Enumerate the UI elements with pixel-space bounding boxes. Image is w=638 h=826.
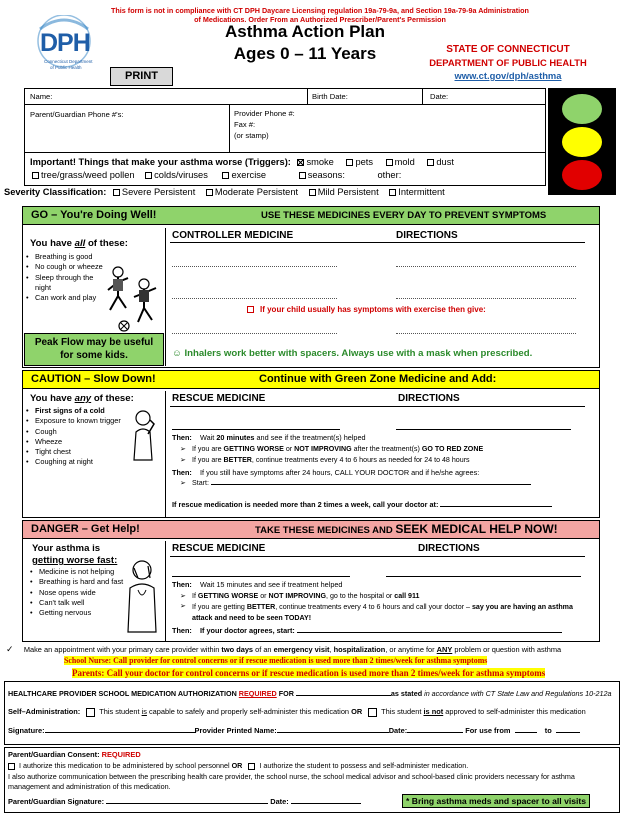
trigger-pollen: tree/grass/weed pollen	[41, 170, 135, 180]
traffic-light-green	[562, 94, 602, 124]
peak-flow-note: Peak Flow may be useful for some kids.	[34, 337, 154, 361]
green-have-label: You have all of these:	[30, 238, 128, 249]
severity-intermittent: Intermittent	[398, 187, 445, 197]
yellow-zone-title: CAUTION – Slow Down!	[31, 373, 156, 385]
controller-medicine-heading: CONTROLLER MEDICINE	[172, 230, 294, 241]
red-rescue-heading: RESCUE MEDICINE	[172, 543, 266, 554]
intermittent-checkbox[interactable]	[389, 189, 396, 196]
green-zone-title: GO – You're Doing Well!	[31, 209, 157, 221]
fax-field[interactable]: Fax #:	[234, 120, 256, 129]
checkmark-icon: ✓	[6, 644, 14, 654]
or-stamp-label: (or stamp)	[234, 131, 269, 140]
state-line2: DEPARTMENT OF PUBLIC HEALTH	[429, 57, 587, 68]
appointment-note: ✓ Make an appointment with your primary care provider within two days of an emergency visit, hospitalization, or anytime for ANY problem or question with asthma	[6, 644, 562, 654]
red-title-2: getting worse fast:	[32, 555, 118, 566]
traffic-light	[548, 88, 616, 195]
consent-heading: Parent/Guardian Consent: REQUIRED	[8, 750, 141, 759]
info-vdiv-2	[422, 88, 423, 104]
list-item: • Cough	[26, 427, 136, 437]
school-nurse-note: School Nurse: Call provider for control concerns or if rescue medication is used more than 2 times/week for asthma symptoms	[64, 656, 488, 665]
dph-logo-sub2: of Public Health	[50, 65, 82, 70]
list-item: • Getting nervous	[30, 608, 136, 618]
pets-checkbox[interactable]	[346, 159, 353, 166]
list-item: • Nose opens wide	[30, 588, 136, 598]
severity-label: Severity Classification:	[4, 187, 107, 197]
yellow-zone-border	[22, 370, 600, 518]
red-instructions: Then: Wait 15 minutes and see if treatment helped ➢ If GETTING WORSE or NOT IMPROVING, go to the hospital or call 911 ➢ If you are getting BETTER, continue treatments every 4 to 6 hours and call your doctor – say you are having an asthma attack and need to be seen TODAY! Then: If your doctor agrees, start:	[172, 579, 592, 637]
list-item: • No cough or wheeze	[26, 262, 111, 272]
page-subtitle: Ages 0 – 11 Years	[233, 44, 377, 63]
colds-checkbox[interactable]	[145, 172, 152, 179]
red-zone-instruction: TAKE THESE MEDICINES AND SEEK MEDICAL HELP NOW!	[255, 522, 558, 536]
exercise-checkbox[interactable]	[222, 172, 229, 179]
smoke-checkbox[interactable]	[297, 159, 304, 166]
parents-note: Parents: Call your doctor for control concerns or if rescue medication is used more than 2 times/week for asthma symptoms	[72, 668, 546, 678]
list-item: • First signs of a cold	[26, 406, 136, 416]
list-item: • Can work and play	[26, 293, 111, 303]
self-admin-no-checkbox[interactable]	[368, 708, 377, 717]
mold-checkbox[interactable]	[386, 159, 393, 166]
dust-checkbox[interactable]	[427, 159, 434, 166]
trigger-exercise: exercise	[231, 170, 267, 180]
green-zone-instruction: USE THESE MEDICINES EVERY DAY TO PREVENT SYMPTOMS	[261, 210, 547, 221]
trigger-pets: pets	[355, 157, 374, 167]
page-title: Asthma Action Plan	[225, 22, 385, 41]
name-field[interactable]: Name:	[30, 92, 53, 101]
trigger-colds: colds/viruses	[154, 170, 208, 180]
print-button[interactable]: PRINT	[110, 67, 173, 86]
traffic-light-yellow	[562, 127, 602, 157]
state-line1: STATE OF CONNECTICUT	[446, 44, 570, 55]
self-admin-yes-checkbox[interactable]	[86, 708, 95, 717]
consent-line1: I authorize this medication to be administered by school personnel OR I authorize the student to possess and self-administer medication.	[8, 761, 468, 770]
info-divider-1	[24, 104, 546, 105]
list-item: • Sleep through the night	[26, 273, 111, 294]
list-item: • Exposure to known trigger	[26, 416, 136, 426]
exercise-note: If your child usually has symptoms with exercise then give:	[247, 305, 486, 314]
trigger-seasons: seasons:	[307, 170, 345, 180]
mild-checkbox[interactable]	[309, 189, 316, 196]
severity-moderate: Moderate Persistent	[214, 187, 299, 197]
consent-school-checkbox[interactable]	[8, 763, 15, 770]
list-item: • Breathing is hard and fast	[30, 577, 136, 587]
birth-date-field[interactable]: Birth Date:	[312, 92, 348, 101]
green-zone-border	[22, 206, 600, 368]
yellow-zone-instruction: Continue with Green Zone Medicine and Add:	[259, 373, 497, 385]
seasons-checkbox[interactable]	[299, 172, 306, 179]
list-item: • Can't talk well	[30, 598, 136, 608]
parent-phone-field[interactable]: Parent/Guardian Phone #'s:	[30, 110, 124, 119]
triggers-line2	[30, 170, 401, 180]
authorization-heading: HEALTHCARE PROVIDER SCHOOL MEDICATION AUTHORIZATION REQUIRED FOR as stated in accordance with CT State Law and Regulations 10-212a	[8, 689, 612, 698]
list-item: • Breathing is good	[26, 252, 111, 262]
severity-row	[4, 187, 445, 197]
green-directions-heading: DIRECTIONS	[396, 230, 458, 241]
spacer-note: ☺ Inhalers work better with spacers. Always use with a mask when prescribed.	[172, 348, 533, 359]
rescue-note: If rescue medication is needed more than 2 times a week, call your doctor at:	[172, 500, 552, 509]
self-admin-row: Self–Administration: This student is capable to safely and properly self-administer this medication OR This student is not approved to self-administer this medication	[8, 707, 586, 716]
trigger-smoke: smoke	[306, 157, 334, 167]
yellow-have-label: You have any of these:	[30, 393, 134, 404]
bring-meds-note: * Bring asthma meds and spacer to all visits	[402, 794, 590, 808]
list-item: • Tight chest	[26, 447, 136, 457]
list-item: • Coughing at night	[26, 457, 136, 467]
red-zone-title: DANGER – Get Help!	[31, 523, 140, 535]
provider-phone-field[interactable]: Provider Phone #:	[234, 109, 295, 118]
list-item: • Wheeze	[26, 437, 136, 447]
consent-self-checkbox[interactable]	[248, 763, 255, 770]
red-title-1: Your asthma is	[32, 543, 101, 554]
dph-logo	[30, 15, 110, 77]
trigger-mold: mold	[394, 157, 415, 167]
dph-logo-letters: DPH	[40, 29, 90, 57]
red-directions-heading: DIRECTIONS	[418, 543, 480, 554]
compliance-notice: This form is not in compliance with CT DPH Daycare Licensing regulation 19a-79-9a, and Section 19a-79-9a Administration of Medications. Order From an Authorized Prescriber/Parent's Permission	[111, 6, 529, 24]
trigger-dust: dust	[436, 157, 454, 167]
triggers-label: Important! Things that make your asthma worse (Triggers	[30, 157, 285, 167]
provider-signature-row: Signature: Provider Printed Name: Date: For use from to	[8, 726, 580, 735]
consent-line2: I also authorize communication between the prescribing health care provider, the school nurse, the school medical advisor and school-based clinic providers necessary for asthma management and administration of this medication.	[8, 772, 575, 791]
yellow-instructions: Then: Wait 20 minutes and see if the treatment(s) helped ➢ If you are GETTING WORSE or NOT IMPROVING after the treatment(s) GO TO RED ZONE ➢ If you are BETTER, continue treatments every 4 to 6 hours as needed for 24 to 48 hours Then: If you still have symptoms after 24 hours, CALL YOUR DOCTOR and if he/she agrees: ➢ Start:	[172, 432, 592, 490]
traffic-light-red	[562, 160, 602, 190]
severity-severe: Severe Persistent	[121, 187, 196, 197]
moderate-checkbox[interactable]	[206, 189, 213, 196]
severity-mild: Mild Persistent	[317, 187, 379, 197]
triggers-line1: Important! Things that make your asthma worse (Triggers): smoke pets mold dust	[30, 157, 454, 167]
info-vdiv-1	[307, 88, 308, 104]
yellow-directions-heading: DIRECTIONS	[398, 393, 460, 404]
pollen-checkbox[interactable]	[32, 172, 39, 179]
dph-logo-sub1: Connecticut Department	[44, 59, 93, 64]
info-vdiv-3	[229, 104, 230, 152]
severe-checkbox[interactable]	[113, 189, 120, 196]
red-zone-border	[22, 520, 600, 642]
parent-signature-row: Parent/Guardian Signature: Date:	[8, 797, 361, 806]
trigger-other: other:	[377, 170, 402, 180]
state-url[interactable]: www.ct.gov/dph/asthma	[454, 70, 562, 81]
date-field[interactable]: Date:	[430, 92, 449, 101]
list-item: • Medicine is not helping	[30, 567, 136, 577]
yellow-rescue-heading: RESCUE MEDICINE	[172, 393, 266, 404]
info-divider-2	[24, 152, 546, 153]
